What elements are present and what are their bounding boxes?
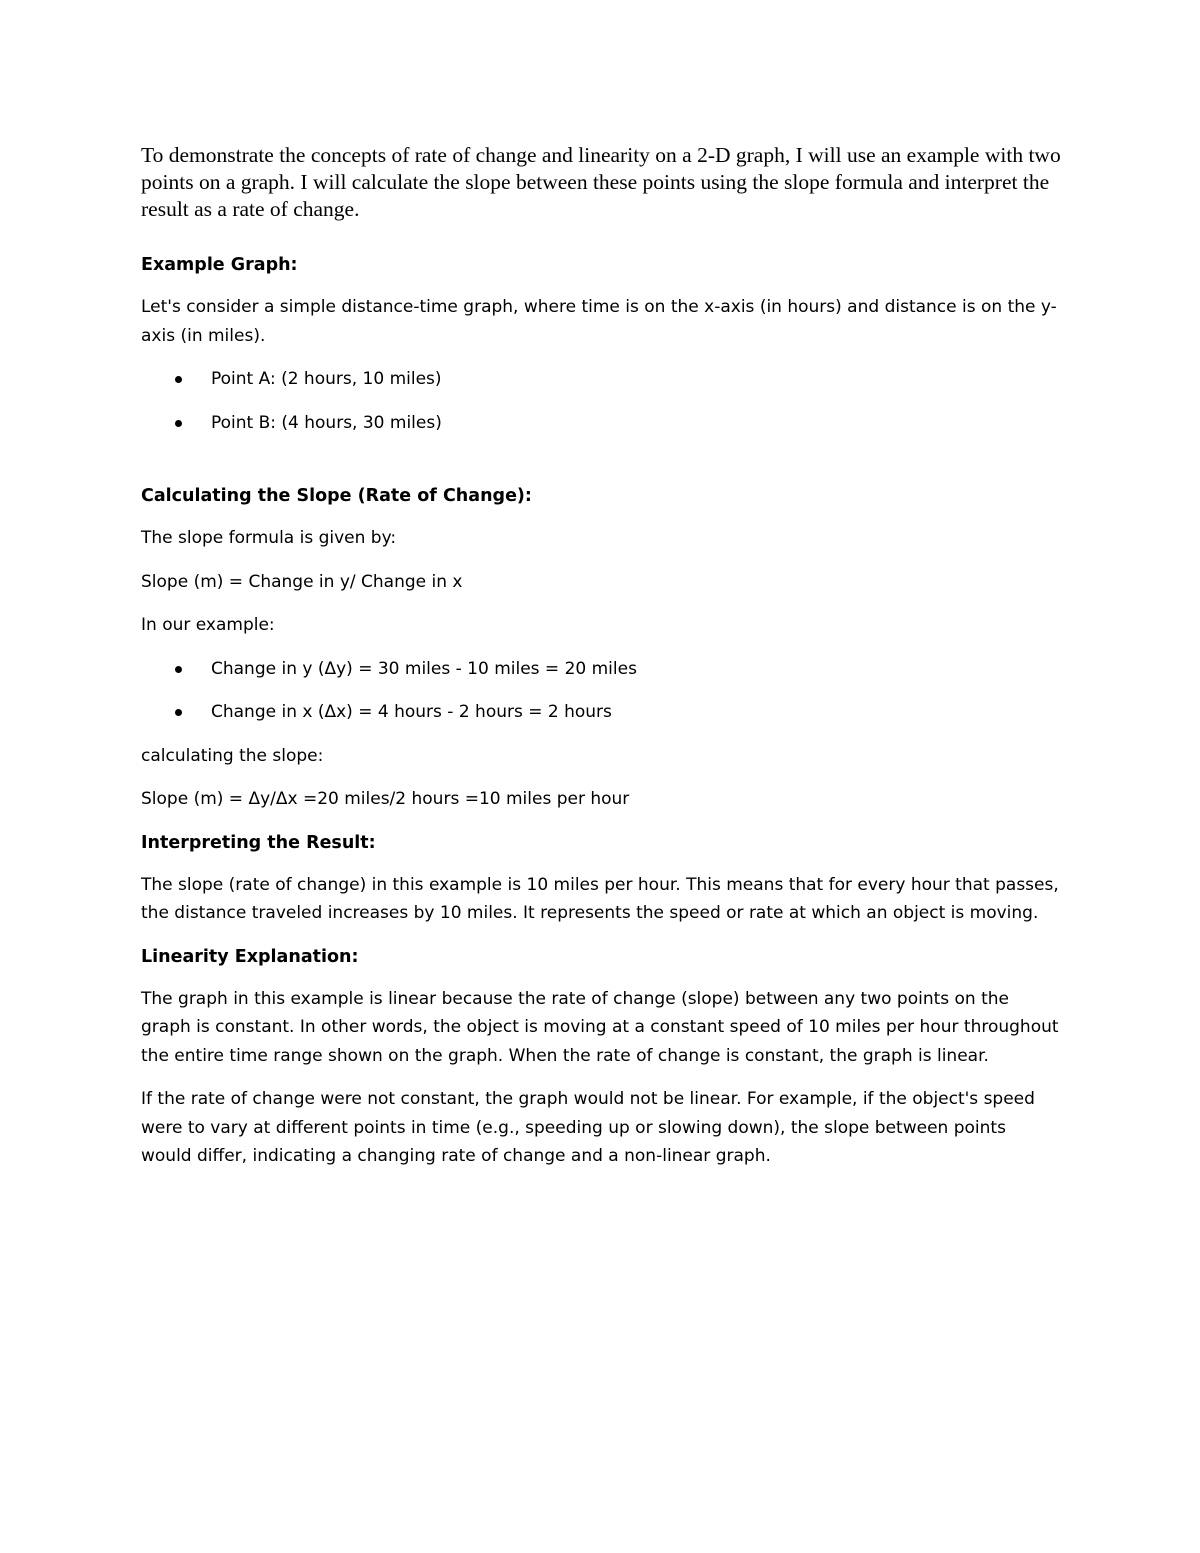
linearity-text-2: If the rate of change were not constant, the graph would not be linear. For example, if the object's speed were to vary at different points in time (e.g., speeding up or slowing down), the slope between points would differ, indicating a changing rate of change and a non-linear graph. (141, 1089, 1035, 1166)
formula-intro: The slope formula is given by: (141, 528, 397, 548)
list-item (141, 365, 1061, 394)
change-in-x-text: Change in x (Δx) = 4 hours - 2 hours = 2 hours (211, 702, 612, 722)
list-item (141, 409, 1061, 438)
example-intro: In our example: (141, 615, 275, 635)
example-graph-heading: Example Graph: (141, 255, 298, 275)
interpretation-heading: Interpreting the Result: (141, 832, 376, 853)
bullet-icon (175, 666, 182, 673)
changes-list (141, 655, 1061, 727)
example-graph-description: Let's consider a simple distance-time graph, where time is on the x-axis (in hours) and distance is on the y-axis (in miles). (141, 297, 1057, 346)
point-b-text: Point B: (4 hours, 30 miles) (211, 412, 442, 433)
bullet-icon (175, 420, 182, 427)
list-item (141, 655, 1061, 684)
blank-line (141, 452, 1061, 482)
slope-heading: Calculating the Slope (Rate of Change): (141, 486, 532, 506)
bullet-icon (175, 709, 182, 716)
linearity-text-1: The graph in this example is linear because the rate of change (slope) between any two points on the graph is constant. In other words, the object is moving at a constant speed of 10 miles per hour throughout the entire time range shown on the graph. When the rate of change is constant, the graph is linear. (141, 988, 1059, 1066)
point-a-text: Point A: (2 hours, 10 miles) (211, 369, 442, 389)
slope-formula: Slope (m) = Change in y/ Change in x (141, 571, 463, 592)
list-item (141, 698, 1061, 727)
linearity-heading: Linearity Explanation: (141, 946, 359, 967)
interpretation-text: The slope (rate of change) in this example is 10 miles per hour. This means that for every hour that passes, the distance traveled increases by 10 miles. It represents the speed or rate at which an object is moving. (141, 874, 1059, 923)
intro-paragraph: To demonstrate the concepts of rate of change and linearity on a 2-D graph, I will use an example with two points on a graph. I will calculate the slope between these points using the slope formula and interpret the result as a rate of change. (141, 143, 1061, 221)
calc-intro: calculating the slope: (141, 745, 324, 766)
points-list (141, 365, 1061, 437)
slope-calculation: Slope (m) = Δy/Δx =20 miles/2 hours =10 miles per hour (141, 789, 630, 809)
bullet-icon (175, 376, 182, 383)
change-in-y-text: Change in y (Δy) = 30 miles - 10 miles = 20 miles (211, 658, 637, 679)
document-page (141, 142, 1061, 1186)
